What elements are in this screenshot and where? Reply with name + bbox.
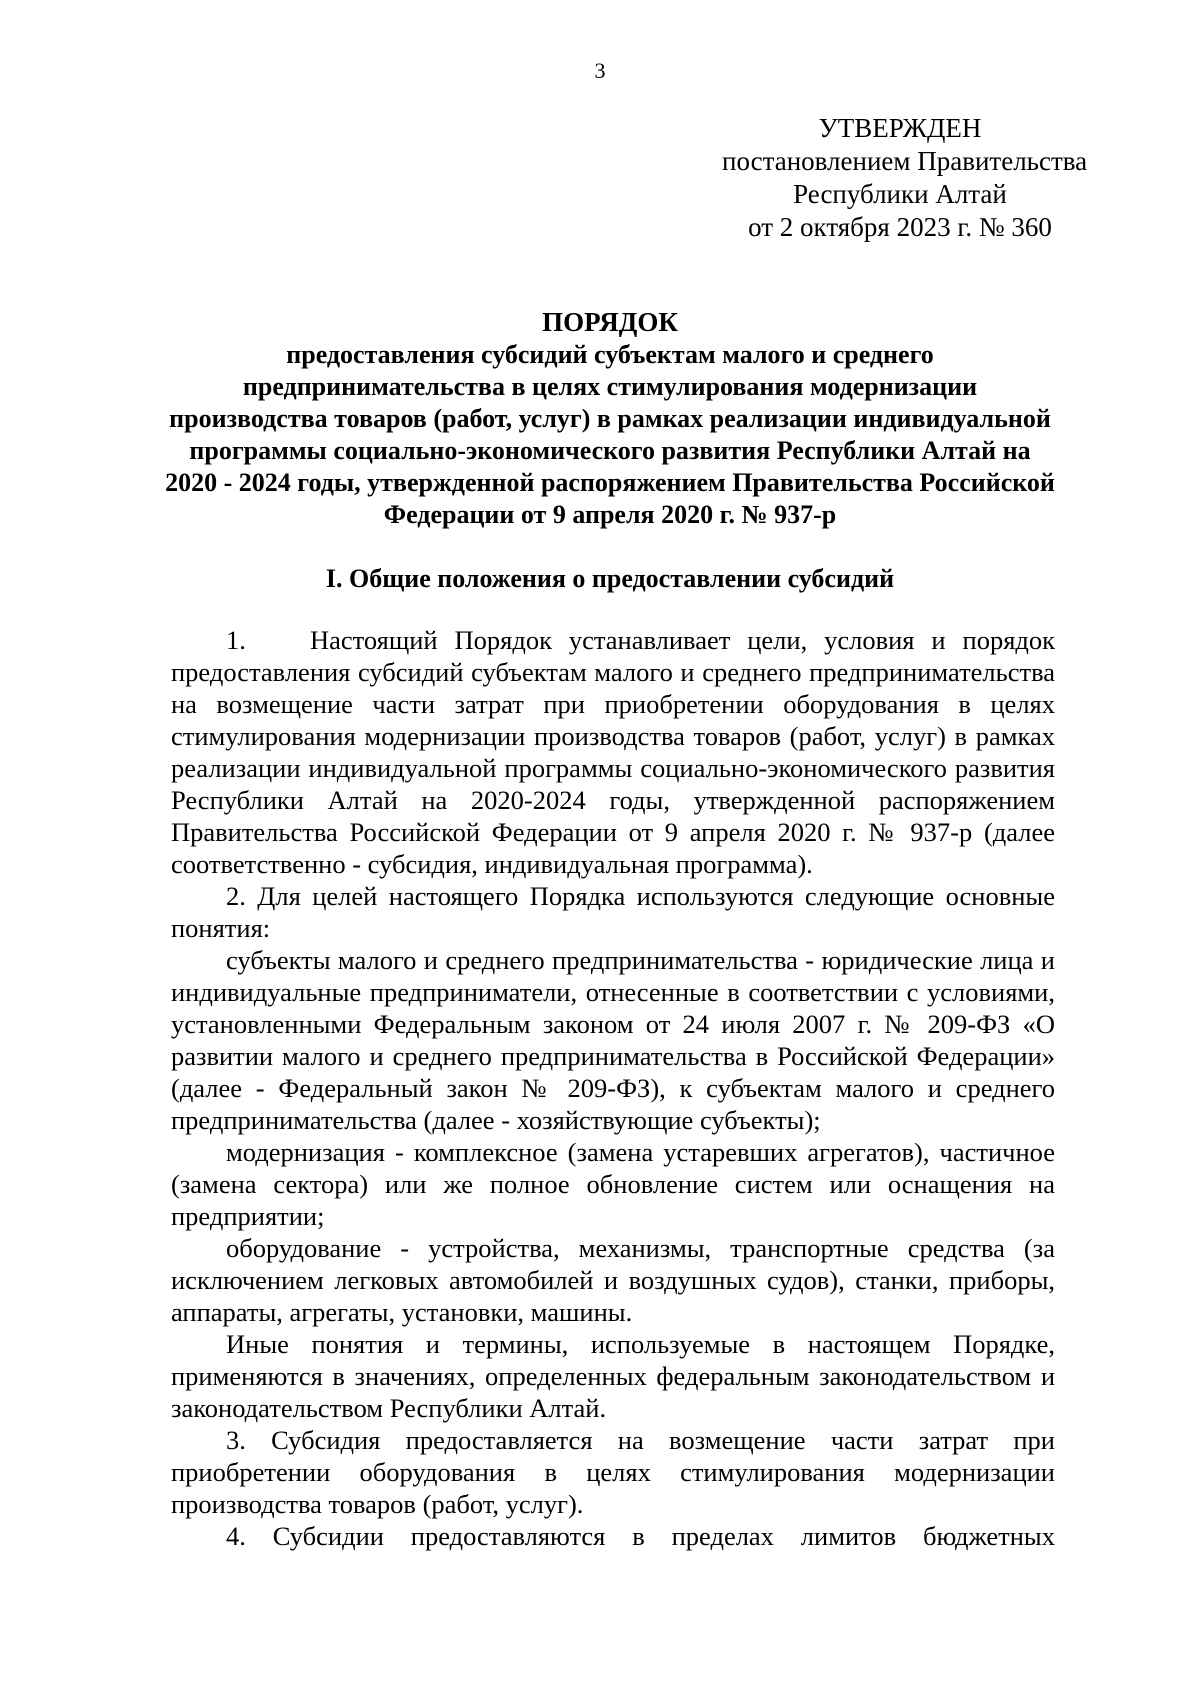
title-line: производства товаров (работ, услуг) в рамках реализации индивидуальной [169, 404, 1051, 433]
title-line: Федерации от 9 апреля 2020 г. № 937-р [383, 500, 837, 529]
approval-line-date: от 2 октября 2023 г. № 360 [748, 212, 1052, 242]
paragraph-4: 4. Субсидии предоставляются в пределах лимитов бюджетных [226, 1521, 1055, 1551]
document-body [171, 624, 1055, 1552]
document-title [160, 306, 1060, 531]
definition-equipment: оборудование - устройства, механизмы, транспортные средства (за исключением легковых автомобилей и воздушных судов), станки, приборы, аппараты, агрегаты, установки, машины. [171, 1233, 1055, 1327]
approval-heading: УТВЕРЖДЕН [818, 113, 982, 143]
approval-stamp-block [722, 112, 1088, 244]
paragraph-other-terms: Иные понятия и термины, используемые в настоящем Порядке, применяются в значениях, определенных федеральным законодательством и законодательством Республики Алтай. [171, 1329, 1055, 1423]
paragraph-1-number: 1. [226, 625, 246, 655]
title-line: предоставления субсидий субъектам малого и среднего [286, 340, 934, 369]
paragraph-2: 2. Для целей настоящего Порядка используются следующие основные понятия: [171, 881, 1055, 943]
section-title: I. Общие положения о предоставлении субсидий [325, 564, 895, 593]
title-line: программы социально-экономического развития Республики Алтай на [189, 436, 1031, 465]
definition-modernization: модернизация - комплексное (замена устаревших агрегатов), частичное (замена сектора) или же полное обновление систем или оснащения на предприятии; [171, 1137, 1055, 1231]
title-line: 2020 - 2024 годы, утвержденной распоряжением Правительства Российской [165, 468, 1055, 497]
paragraph-1-text: Настоящий Порядок устанавливает цели, условия и порядок предоставления субсидий субъектам малого и среднего предпринимательства на возмещение части затрат при приобретении оборудования в целях стимулирования модернизации производства товаров (работ, услуг) в рамках реализации индивидуальной программы социально-экономического развития Республики Алтай на 2020-2024 годы, утвержденной распоряжением Правительства Российской Федерации от 9 апреля 2020 г. № 937-р (далее соответственно - субсидия, индивидуальная программа). [171, 625, 1055, 879]
definition-sme: субъекты малого и среднего предпринимательства - юридические лица и индивидуальные предприниматели, отнесенные в соответствии с условиями, установленными Федеральным законом от 24 июля 2007 г. № 209-ФЗ «О развитии малого и среднего предпринимательства в Российской Федерации» (далее - Федеральный закон № 209-ФЗ), к субъектам малого и среднего предпринимательства (далее - хозяйствующие субъекты); [171, 945, 1055, 1135]
title-heading: ПОРЯДОК [542, 307, 678, 337]
paragraph-3: 3. Субсидия предоставляется на возмещение части затрат при приобретении оборудования в целях стимулирования модернизации производства товаров (работ, услуг). [171, 1425, 1055, 1519]
title-line: предпринимательства в целях стимулирования модернизации [242, 372, 978, 401]
approval-line-decree: постановлением Правительства [722, 146, 1088, 176]
approval-line-republic: Республики Алтай [793, 179, 1007, 209]
page-number: 3 [594, 58, 606, 83]
paragraph-1 [171, 624, 1055, 880]
